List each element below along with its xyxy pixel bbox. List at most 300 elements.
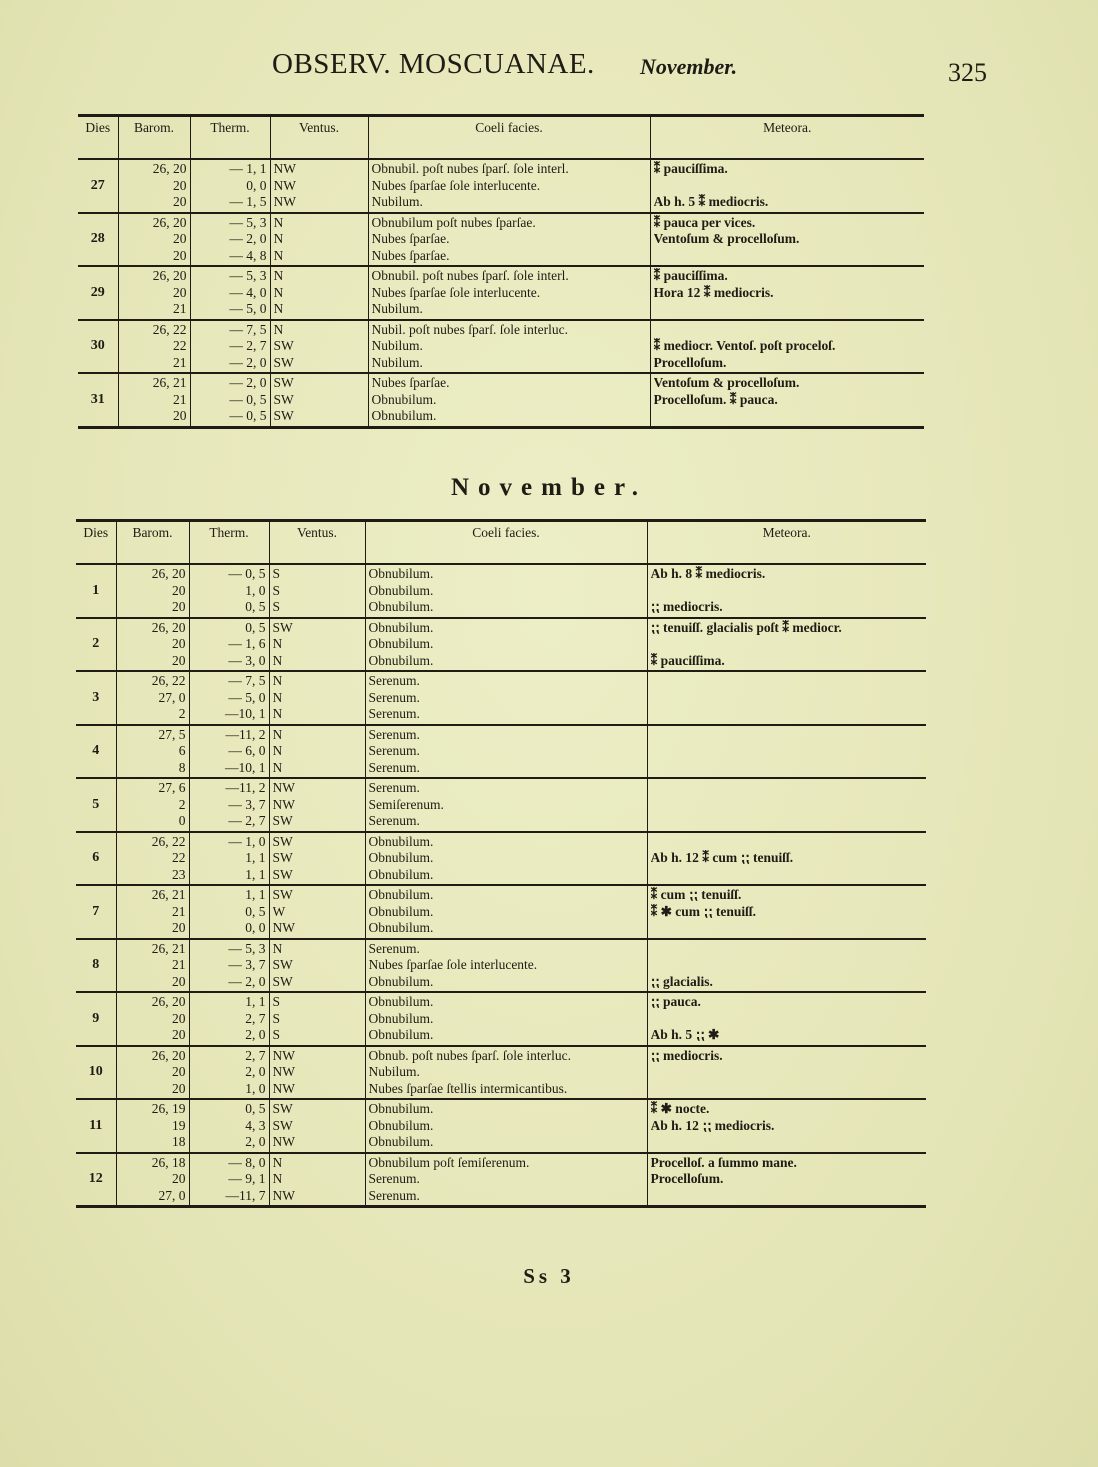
- sky-cell-line: Obnubilum.: [368, 599, 434, 614]
- wind-cell-line: N: [272, 759, 283, 775]
- thermometer-cell: [190, 320, 270, 374]
- meteora-cell: [650, 373, 924, 427]
- table-row: [76, 778, 926, 832]
- day-number: 30: [78, 320, 118, 374]
- barometer-cell-line: 27, 0: [158, 1187, 186, 1203]
- thermometer-cell-line: — 5, 0: [228, 689, 266, 705]
- thermometer-cell-line: 1, 1: [245, 994, 266, 1009]
- wind-cell: [269, 778, 365, 832]
- barometer-cell: [116, 778, 189, 832]
- sky-cell-line: Serenum.: [368, 1171, 420, 1186]
- sky-cell-line: Obnubilum poſt nubes ſparſae.: [371, 214, 536, 230]
- sky-cell-line: Nubes ſparſae.: [371, 247, 450, 263]
- wind-cell: [269, 618, 365, 672]
- sky-cell-line: Nubes ſparſae.: [371, 231, 450, 246]
- sky-cell-line: Obnub. poſt nubes ſparſ. ſole interluc.: [368, 1047, 571, 1063]
- wind-cell-line: S: [272, 566, 281, 581]
- page-header: [0, 44, 1098, 88]
- col-dies: Dies: [78, 116, 118, 160]
- sky-cell-line: Obnubilum.: [368, 887, 434, 902]
- meteora-cell: [647, 885, 926, 939]
- barometer-cell: [116, 564, 189, 618]
- wind-cell-line: NW: [273, 177, 296, 193]
- barometer-cell-line: 26, 21: [151, 940, 186, 956]
- sky-cell-line: Serenum.: [368, 1187, 420, 1203]
- meteora-cell-line: [651, 1011, 924, 1028]
- november-table: [76, 519, 926, 1208]
- meteora-cell: [647, 1099, 926, 1153]
- sky-cell: [368, 373, 650, 427]
- wind-cell-line: SW: [273, 408, 294, 423]
- sky-cell: [365, 725, 647, 779]
- sky-cell-line: Obnubilum.: [371, 408, 437, 423]
- barometer-cell-line: 20: [173, 231, 187, 246]
- meteora-cell-line: [651, 957, 924, 974]
- sky-cell: [368, 320, 650, 374]
- sky-cell-line: Nubes ſparſae ſole interlucente.: [371, 177, 541, 193]
- table-row: [76, 671, 926, 725]
- meteora-cell: [647, 618, 926, 672]
- wind-cell-line: N: [272, 652, 283, 668]
- meteora-cell-line: Hora 12 ⁑ mediocris.: [653, 284, 774, 300]
- thermometer-cell: [189, 618, 269, 672]
- page-month: November.: [640, 54, 738, 79]
- day-number: 4: [76, 725, 116, 779]
- thermometer-cell-line: — 3, 7: [228, 796, 266, 812]
- barometer-cell-line: 18: [172, 1134, 186, 1149]
- wind-cell-line: NW: [273, 194, 296, 209]
- wind-cell-line: NW: [272, 920, 295, 935]
- meteora-cell-line: ⁏⁏ mediocris.: [650, 1047, 723, 1063]
- table-row: [78, 266, 924, 320]
- thermometer-cell-line: —10, 1: [225, 706, 266, 721]
- barometer-cell: [116, 1046, 189, 1100]
- thermometer-cell: [189, 671, 269, 725]
- meteora-cell: [647, 778, 926, 832]
- day-number: 12: [76, 1153, 116, 1207]
- wind-cell-line: SW: [272, 850, 293, 865]
- meteora-cell-line: [651, 1134, 924, 1151]
- sky-cell-line: Serenum.: [368, 759, 420, 775]
- barometer-cell-line: 20: [172, 1171, 186, 1186]
- wind-cell: [269, 992, 365, 1046]
- wind-cell-line: NW: [273, 161, 296, 176]
- thermometer-cell-line: 4, 3: [245, 1117, 266, 1133]
- barometer-cell: [116, 725, 189, 779]
- meteora-cell-line: [651, 583, 924, 600]
- barometer-cell-line: 27, 5: [158, 726, 186, 742]
- sky-cell: [365, 1099, 647, 1153]
- wind-cell-line: N: [273, 214, 284, 230]
- meteora-cell-line: [651, 690, 924, 707]
- wind-cell-line: SW: [273, 375, 294, 390]
- wind-cell-line: NW: [272, 1064, 295, 1079]
- october-table: [78, 114, 924, 429]
- wind-cell-line: SW: [273, 354, 294, 370]
- barometer-cell: [116, 832, 189, 886]
- barometer-cell-line: 19: [172, 1117, 186, 1133]
- meteora-cell: [647, 832, 926, 886]
- table-row: [78, 159, 924, 213]
- thermometer-cell-line: — 9, 1: [228, 1171, 266, 1186]
- barometer-cell-line: 2: [178, 706, 186, 721]
- day-number: 2: [76, 618, 116, 672]
- thermometer-cell-line: — 0, 5: [228, 566, 266, 581]
- meteora-cell: [647, 1153, 926, 1207]
- thermometer-cell: [189, 1046, 269, 1100]
- meteora-cell-line: [651, 1064, 924, 1081]
- thermometer-cell-line: 0, 5: [245, 619, 266, 635]
- wind-cell: [269, 1099, 365, 1153]
- thermometer-cell: [189, 778, 269, 832]
- thermometer-cell-line: 0, 5: [245, 1101, 266, 1116]
- sky-cell-line: Obnubilum.: [368, 866, 434, 882]
- barometer-cell-line: 26, 22: [151, 673, 186, 688]
- wind-cell-line: N: [272, 706, 283, 721]
- col-ventus: Ventus.: [270, 116, 368, 160]
- wind-cell-line: SW: [272, 1117, 293, 1133]
- wind-cell-line: W: [272, 903, 286, 919]
- thermometer-cell-line: 0, 5: [245, 599, 266, 614]
- wind-cell-line: N: [272, 726, 283, 742]
- sky-cell: [368, 266, 650, 320]
- sky-cell-line: Serenum.: [368, 813, 420, 828]
- thermometer-cell: [189, 1099, 269, 1153]
- barometer-cell-line: 6: [178, 743, 186, 758]
- meteora-cell-line: Ventoſum & procelloſum.: [653, 375, 800, 390]
- sky-cell-line: Obnubilum.: [368, 566, 434, 581]
- meteora-cell-line: Procelloſum. ⁑ pauca.: [653, 391, 778, 407]
- thermometer-cell: [189, 832, 269, 886]
- day-number: 6: [76, 832, 116, 886]
- wind-cell: [269, 671, 365, 725]
- thermometer-cell-line: — 6, 0: [228, 743, 266, 758]
- thermometer-cell-line: 2, 0: [245, 1134, 266, 1149]
- wind-cell-line: S: [272, 994, 281, 1009]
- barometer-cell-line: 26, 20: [152, 268, 187, 283]
- thermometer-cell-line: 1, 1: [245, 850, 266, 865]
- wind-cell: [270, 213, 368, 267]
- meteora-cell-line: [651, 706, 924, 723]
- thermometer-cell-line: — 0, 5: [229, 408, 267, 423]
- meteora-cell-line: ⁑ mediocr. Ventoſ. poſt proceloſ.: [653, 338, 836, 353]
- meteora-cell-line: Ab h. 12 ⁑ cum ⁏⁏ tenuiſſ.: [650, 850, 794, 865]
- meteora-cell-line: [651, 673, 924, 690]
- meteora-cell-line: [654, 408, 922, 425]
- barometer-cell-line: 26, 20: [151, 619, 186, 635]
- barometer-cell-line: 21: [173, 354, 187, 370]
- thermometer-cell-line: —11, 2: [225, 780, 266, 795]
- day-number: 7: [76, 885, 116, 939]
- sky-cell-line: Obnubilum.: [368, 850, 434, 865]
- wind-cell-line: N: [273, 268, 284, 283]
- barometer-cell-line: 8: [178, 759, 186, 775]
- table-row: [76, 725, 926, 779]
- thermometer-cell-line: — 2, 0: [229, 375, 267, 390]
- thermometer-cell: [189, 992, 269, 1046]
- sky-cell-line: Obnubilum.: [368, 1101, 434, 1116]
- meteora-cell-line: [651, 867, 924, 884]
- meteora-cell-line: ⁏⁏ mediocris.: [650, 599, 723, 614]
- table-row: [78, 320, 924, 374]
- meteora-cell-line: Ab h. 5 ⁏⁏ ✱: [650, 1027, 720, 1042]
- barometer-cell-line: 26, 22: [151, 833, 186, 849]
- meteora-cell-line: [651, 727, 924, 744]
- thermometer-cell-line: 1, 0: [245, 582, 266, 598]
- wind-cell-line: SW: [272, 813, 293, 828]
- meteora-cell: [647, 564, 926, 618]
- meteora-cell-line: Procelloſum.: [650, 1171, 724, 1186]
- thermometer-cell-line: 2, 7: [245, 1047, 266, 1063]
- wind-cell: [269, 832, 365, 886]
- barometer-cell-line: 21: [173, 391, 187, 407]
- thermometer-cell: [189, 939, 269, 993]
- thermometer-cell-line: — 2, 0: [229, 354, 267, 370]
- day-number: 1: [76, 564, 116, 618]
- wind-cell-line: N: [272, 1171, 283, 1186]
- barometer-cell: [118, 373, 190, 427]
- barometer-cell-line: 26, 22: [152, 321, 187, 337]
- sky-cell-line: Nubilum.: [371, 354, 423, 370]
- table-row: [76, 832, 926, 886]
- barometer-cell: [118, 320, 190, 374]
- meteora-cell-line: [651, 1081, 924, 1098]
- wind-cell-line: SW: [272, 957, 293, 972]
- sky-cell-line: Obnubilum.: [368, 1117, 434, 1133]
- wind-cell-line: N: [272, 743, 283, 758]
- day-number: 28: [78, 213, 118, 267]
- thermometer-cell-line: 1, 1: [245, 866, 266, 882]
- table-row: [76, 992, 926, 1046]
- meteora-cell-line: ⁑ cum ⁏⁏ tenuiſſ.: [650, 887, 742, 902]
- wind-cell-line: N: [272, 673, 283, 688]
- sky-cell: [365, 671, 647, 725]
- thermometer-cell: [189, 1153, 269, 1207]
- wind-cell-line: S: [272, 1010, 281, 1026]
- col-therm: Therm.: [189, 521, 269, 565]
- barometer-cell-line: 23: [172, 866, 186, 882]
- barometer-cell-line: 20: [173, 408, 187, 423]
- barometer-cell-line: 26, 20: [151, 994, 186, 1009]
- sky-cell-line: Serenum.: [368, 940, 420, 956]
- table-header: [78, 116, 924, 160]
- october-rows: [78, 159, 924, 427]
- thermometer-cell-line: 0, 5: [245, 903, 266, 919]
- meteora-cell-line: [651, 941, 924, 958]
- day-number: 3: [76, 671, 116, 725]
- col-coeli: Coeli facies.: [368, 116, 650, 160]
- meteora-cell-line: ⁏⁏ pauca.: [650, 994, 701, 1009]
- november-rows: [76, 564, 926, 1207]
- wind-cell-line: N: [272, 940, 283, 956]
- meteora-cell-line: Ab h. 8 ⁑ mediocris.: [650, 566, 766, 581]
- wind-cell-line: S: [272, 582, 281, 598]
- sky-cell-line: Nubil. poſt nubes ſparſ. ſole interluc.: [371, 321, 568, 337]
- barometer-cell-line: 27, 6: [158, 780, 186, 795]
- col-therm: Therm.: [190, 116, 270, 160]
- wind-cell-line: S: [272, 599, 281, 614]
- thermometer-cell: [189, 564, 269, 618]
- sky-cell: [365, 832, 647, 886]
- meteora-cell-line: ⁏⁏ glacialis.: [650, 973, 713, 989]
- meteora-cell-line: [651, 743, 924, 760]
- wind-cell-line: SW: [273, 391, 294, 407]
- thermometer-cell-line: 2, 7: [245, 1010, 266, 1026]
- thermometer-cell: [190, 159, 270, 213]
- sky-cell: [368, 159, 650, 213]
- barometer-cell-line: 20: [172, 582, 186, 598]
- meteora-cell-line: [654, 322, 922, 339]
- sky-cell: [365, 885, 647, 939]
- wind-cell: [270, 373, 368, 427]
- sky-cell-line: Nubilum.: [368, 1064, 420, 1079]
- table-row: [76, 1099, 926, 1153]
- thermometer-cell: [190, 266, 270, 320]
- barometer-cell-line: 20: [172, 1027, 186, 1042]
- wind-cell: [269, 885, 365, 939]
- wind-cell-line: NW: [272, 1134, 295, 1149]
- thermometer-cell-line: — 3, 7: [228, 957, 266, 972]
- barometer-cell-line: 20: [172, 636, 186, 651]
- thermometer-cell-line: — 7, 5: [229, 321, 267, 337]
- sky-cell-line: Nubes ſparſae.: [371, 375, 450, 390]
- meteora-cell-line: Ventoſum & procelloſum.: [653, 231, 800, 246]
- barometer-cell-line: 22: [172, 850, 186, 865]
- thermometer-cell-line: 1, 0: [245, 1080, 266, 1096]
- wind-cell-line: N: [272, 689, 283, 705]
- thermometer-cell-line: 1, 1: [245, 887, 266, 902]
- day-number: 10: [76, 1046, 116, 1100]
- meteora-cell: [647, 939, 926, 993]
- sky-cell-line: Serenum.: [368, 743, 420, 758]
- wind-cell-line: N: [272, 636, 283, 651]
- barometer-cell: [116, 1099, 189, 1153]
- barometer-cell-line: 21: [172, 957, 186, 972]
- barometer-cell-line: 20: [173, 194, 187, 209]
- thermometer-cell-line: — 7, 5: [228, 673, 266, 688]
- col-meteora: Meteora.: [647, 521, 926, 565]
- meteora-cell-line: Ab h. 5 ⁑ mediocris.: [653, 194, 769, 209]
- table-row: [76, 1046, 926, 1100]
- thermometer-cell-line: — 4, 0: [229, 284, 267, 300]
- meteora-cell-line: [651, 780, 924, 797]
- meteora-cell-line: ⁑ ✱ cum ⁏⁏ tenuiſſ.: [650, 903, 757, 919]
- sky-cell: [365, 618, 647, 672]
- sky-cell: [365, 778, 647, 832]
- wind-cell-line: S: [272, 1027, 281, 1042]
- wind-cell-line: N: [273, 301, 284, 316]
- meteora-cell-line: Procelloſ. a ſummo mane.: [650, 1154, 797, 1170]
- wind-cell-line: N: [273, 247, 284, 263]
- meteora-cell-line: ⁑ pauca per vices.: [653, 214, 756, 230]
- thermometer-cell-line: —11, 2: [225, 726, 266, 742]
- wind-cell-line: SW: [272, 866, 293, 882]
- barometer-cell-line: 26, 21: [152, 375, 187, 390]
- sky-cell-line: Nubilum.: [371, 301, 423, 316]
- wind-cell-line: SW: [273, 338, 294, 353]
- table-row: [76, 885, 926, 939]
- sky-cell-line: Nubes ſparſae ſole interlucente.: [371, 284, 541, 300]
- barometer-cell-line: 2: [178, 796, 186, 812]
- thermometer-cell-line: —10, 1: [225, 759, 266, 775]
- sky-cell-line: Obnubilum.: [368, 619, 434, 635]
- wind-cell-line: N: [273, 321, 284, 337]
- wind-cell-line: NW: [272, 1187, 295, 1203]
- thermometer-cell-line: —11, 7: [225, 1187, 266, 1203]
- thermometer-cell-line: — 1, 0: [228, 833, 266, 849]
- meteora-cell: [650, 320, 924, 374]
- wind-cell-line: NW: [272, 1047, 295, 1063]
- wind-cell: [270, 320, 368, 374]
- meteora-cell: [650, 213, 924, 267]
- meteora-cell: [650, 159, 924, 213]
- barometer-cell: [118, 266, 190, 320]
- thermometer-cell-line: 2, 0: [245, 1064, 266, 1079]
- thermometer-cell-line: — 1, 1: [229, 161, 267, 176]
- meteora-cell-line: [651, 636, 924, 653]
- meteora-cell-line: ⁑ pauciſſima.: [653, 161, 728, 176]
- sky-cell-line: Obnubilum poſt ſemiſerenum.: [368, 1154, 530, 1170]
- sky-cell-line: Nubes ſparſae ſtellis intermicantibus.: [368, 1080, 568, 1096]
- thermometer-cell-line: 2, 0: [245, 1027, 266, 1042]
- thermometer-cell-line: — 5, 3: [229, 214, 267, 230]
- barometer-cell-line: 20: [172, 973, 186, 989]
- barometer-cell: [116, 939, 189, 993]
- sky-cell-line: Obnubilum.: [371, 391, 437, 407]
- barometer-cell: [116, 618, 189, 672]
- sky-cell-line: Semiſerenum.: [368, 796, 444, 812]
- wind-cell: [269, 725, 365, 779]
- wind-cell-line: SW: [272, 1101, 293, 1116]
- meteora-cell-line: ⁏⁏ tenuiſſ. glacialis poſt ⁑ mediocr.: [650, 619, 842, 635]
- col-dies: Dies: [76, 521, 116, 565]
- thermometer-cell-line: — 3, 0: [228, 652, 266, 668]
- sky-cell-line: Obnubil. poſt nubes ſparſ. ſole interl.: [371, 268, 569, 283]
- thermometer-cell-line: — 5, 3: [228, 940, 266, 956]
- sky-cell-line: Serenum.: [368, 780, 420, 795]
- page-number: 325: [948, 58, 987, 87]
- thermometer-cell-line: — 8, 0: [228, 1154, 266, 1170]
- thermometer-cell: [190, 213, 270, 267]
- wind-cell-line: SW: [272, 973, 293, 989]
- meteora-cell-line: Ab h. 12 ⁏⁏ mediocris.: [650, 1117, 775, 1133]
- barometer-cell-line: 20: [173, 284, 187, 300]
- thermometer-cell-line: — 5, 3: [229, 268, 267, 283]
- table-row: [76, 1153, 926, 1207]
- meteora-cell: [647, 725, 926, 779]
- sky-cell: [365, 564, 647, 618]
- sky-cell-line: Obnubilum.: [368, 920, 434, 935]
- barometer-cell-line: 27, 0: [158, 689, 186, 705]
- sky-cell-line: Obnubilum.: [368, 582, 434, 598]
- wind-cell-line: NW: [272, 1080, 295, 1096]
- sky-cell: [365, 939, 647, 993]
- barometer-cell-line: 26, 20: [152, 214, 187, 230]
- table-row: [76, 939, 926, 993]
- table-header: [76, 521, 926, 565]
- day-number: 11: [76, 1099, 116, 1153]
- barometer-cell: [116, 885, 189, 939]
- wind-cell-line: NW: [272, 780, 295, 795]
- col-ventus: Ventus.: [269, 521, 365, 565]
- meteora-cell-line: ⁑ ✱ nocte.: [650, 1101, 710, 1116]
- sky-cell-line: Serenum.: [368, 673, 420, 688]
- day-number: 31: [78, 373, 118, 427]
- meteora-cell-line: [651, 834, 924, 851]
- sky-cell-line: Nubilum.: [371, 338, 423, 353]
- sky-cell-line: Obnubilum.: [368, 903, 434, 919]
- thermometer-cell-line: — 0, 5: [229, 391, 267, 407]
